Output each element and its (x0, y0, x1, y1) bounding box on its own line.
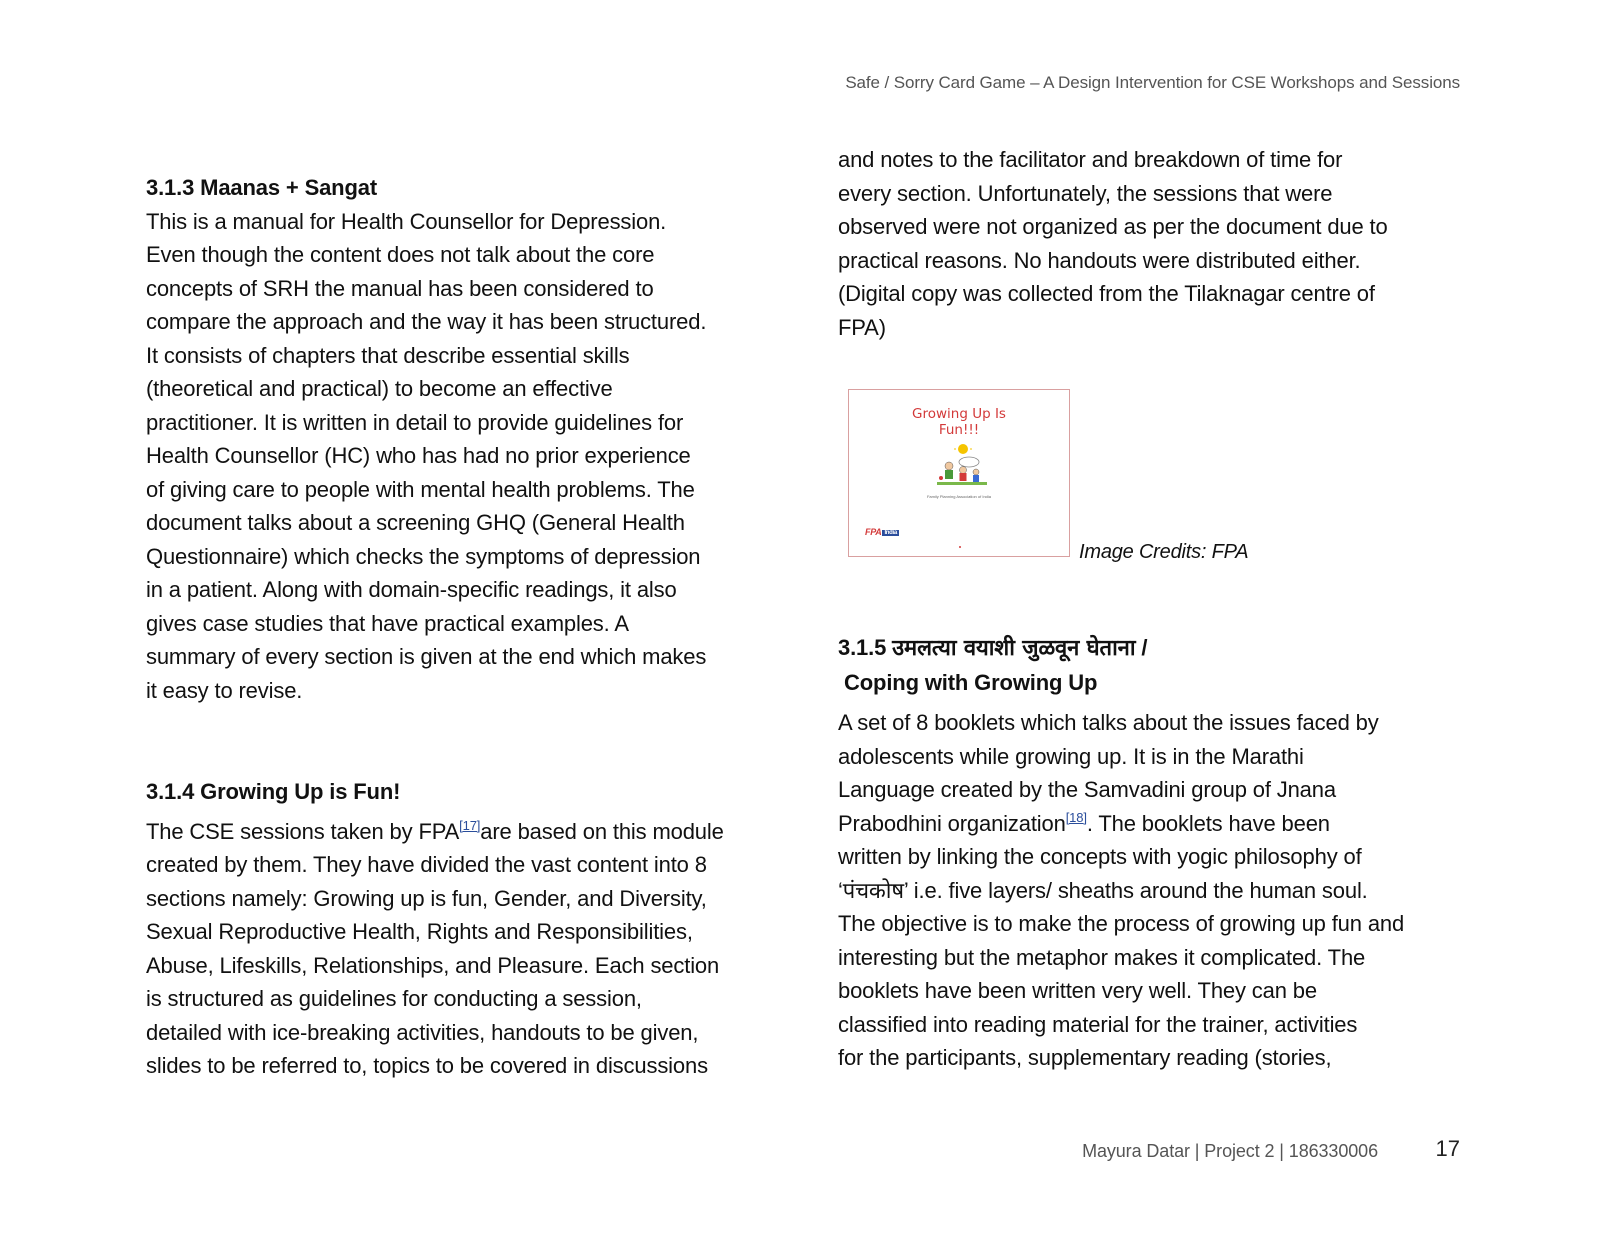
footer-author-info: Mayura Datar | Project 2 | 186330006 (1082, 1141, 1378, 1161)
section-3-1-3-body (146, 205, 776, 708)
cover-subtitle: Family Planning Association of India (926, 494, 992, 499)
section-heading-3-1-5 (838, 631, 1478, 666)
text-line: document talks about a screening GHQ (General Health (146, 510, 685, 535)
text-line: summary of every section is given at the end which makes (146, 644, 707, 669)
growing-up-is-fun-cover-image (848, 389, 1070, 557)
text-line: observed were not organized as per the document due to (838, 214, 1388, 239)
text-line: Abuse, Lifeskills, Relationships, and Pleasure. Each section (146, 952, 720, 978)
text-line: It consists of chapters that describe essential skills (146, 342, 630, 368)
text-run: are based on this module (480, 818, 724, 844)
text-line: every section. Unfortunately, the sessions that were (838, 180, 1333, 206)
text-line: Questionnaire) which checks the symptoms of depression (146, 543, 701, 569)
text-line: concepts of SRH the manual has been considered to (146, 275, 654, 301)
footnote-ref-18[interactable]: [18] (1065, 809, 1087, 825)
heading-number: 3.1.5 (838, 635, 893, 660)
text-line (838, 807, 1478, 841)
text-line: FPA) (838, 314, 886, 340)
text-line: it easy to revise. (146, 677, 303, 703)
text-line: written by linking the concepts with yogic philosophy of (838, 844, 1362, 869)
text-line (146, 815, 776, 849)
text-line: sections namely: Growing up is fun, Gender, and Diversity, (146, 885, 707, 911)
text-line: adolescents while growing up. It is in the Marathi (838, 743, 1304, 769)
text-line: Even though the content does not talk about the core (146, 242, 655, 267)
section-heading-3-1-3: 3.1.3 Maanas + Sangat (146, 175, 378, 200)
heading-slash: / (1135, 635, 1148, 660)
image-caption: Image Credits: FPA (1079, 541, 1249, 563)
heading-marathi: उमलत्या वयाशी जुळवून घेताना (892, 636, 1136, 661)
text-line: gives case studies that have practical examples. A (146, 610, 629, 636)
text-line: Sexual Reproductive Health, Rights and Responsibilities, (146, 919, 693, 944)
text-line: created by them. They have divided the vast content into 8 (146, 852, 707, 877)
text-line: classified into reading material for the trainer, activities (838, 1011, 1358, 1037)
section-heading-3-1-5-english: Coping with Growing Up (844, 669, 1098, 695)
text-line: (theoretical and practical) to become an effective (146, 376, 613, 401)
text-line: Language created by the Samvadini group of Jnana (838, 777, 1336, 802)
text-line: of giving care to people with mental health problems. The (146, 476, 695, 502)
page-number: 17 (1435, 1136, 1460, 1161)
text-line: practitioner. It is written in detail to provide guidelines for (146, 409, 684, 435)
section-heading-3-1-4: 3.1.4 Growing Up is Fun! (146, 779, 401, 804)
section-3-1-4-body (146, 815, 776, 1083)
text-line: in a patient. Along with domain-specific readings, it also (146, 577, 677, 602)
text-run: The CSE sessions taken by FPA (146, 818, 460, 844)
fpa-logo-tag: India (884, 530, 897, 536)
right-column-continued (838, 143, 1478, 344)
cover-dot-mark (959, 546, 961, 548)
left-column-section-3-1-4 (146, 775, 776, 1083)
fpa-logo-text: FPA (865, 527, 882, 537)
text-line: This is a manual for Health Counsellor for Depression. (146, 208, 667, 234)
text-line: A set of 8 booklets which talks about the issues faced by (838, 710, 1379, 735)
text-line: and notes to the facilitator and breakdown of time for (838, 147, 1343, 172)
section-3-1-5-body (838, 706, 1478, 1075)
text-run: . The booklets have been (1086, 810, 1330, 836)
fpa-logo (865, 527, 899, 537)
running-header: Safe / Sorry Card Game – A Design Intervention for CSE Workshops and Sessions (845, 73, 1460, 92)
text-line: The objective is to make the process of growing up fun and (838, 911, 1405, 936)
text-line: practical reasons. No handouts were distributed either. (838, 247, 1361, 273)
text-run: Prabodhini organization (838, 810, 1066, 836)
text-line: interesting but the metaphor makes it complicated. The (838, 944, 1366, 970)
left-column (146, 171, 776, 707)
text-line: is structured as guidelines for conducting a session, (146, 986, 642, 1011)
text-line: slides to be referred to, topics to be covered in discussions (146, 1053, 708, 1078)
section-3-1-3 (146, 171, 776, 707)
footnote-ref-17[interactable]: [17] (459, 817, 481, 833)
text-line: ‘पंचकोष’ i.e. five layers/ sheaths around the human soul. (838, 877, 1368, 903)
text-line: compare the approach and the way it has been structured. (146, 309, 707, 334)
text-line: Health Counsellor (HC) who has had no prior experience (146, 443, 691, 468)
text-line: detailed with ice-breaking activities, handouts to be given, (146, 1019, 699, 1045)
cover-title: Growing Up Is Fun!!! (912, 406, 1006, 438)
text-line: (Digital copy was collected from the Tilaknagar centre of (838, 281, 1375, 306)
text-line: for the participants, supplementary reading (stories, (838, 1045, 1332, 1070)
cartoon-illustration-icon (929, 442, 993, 488)
text-line: booklets have been written very well. They can be (838, 978, 1317, 1003)
right-column-section-3-1-5 (838, 631, 1478, 1075)
